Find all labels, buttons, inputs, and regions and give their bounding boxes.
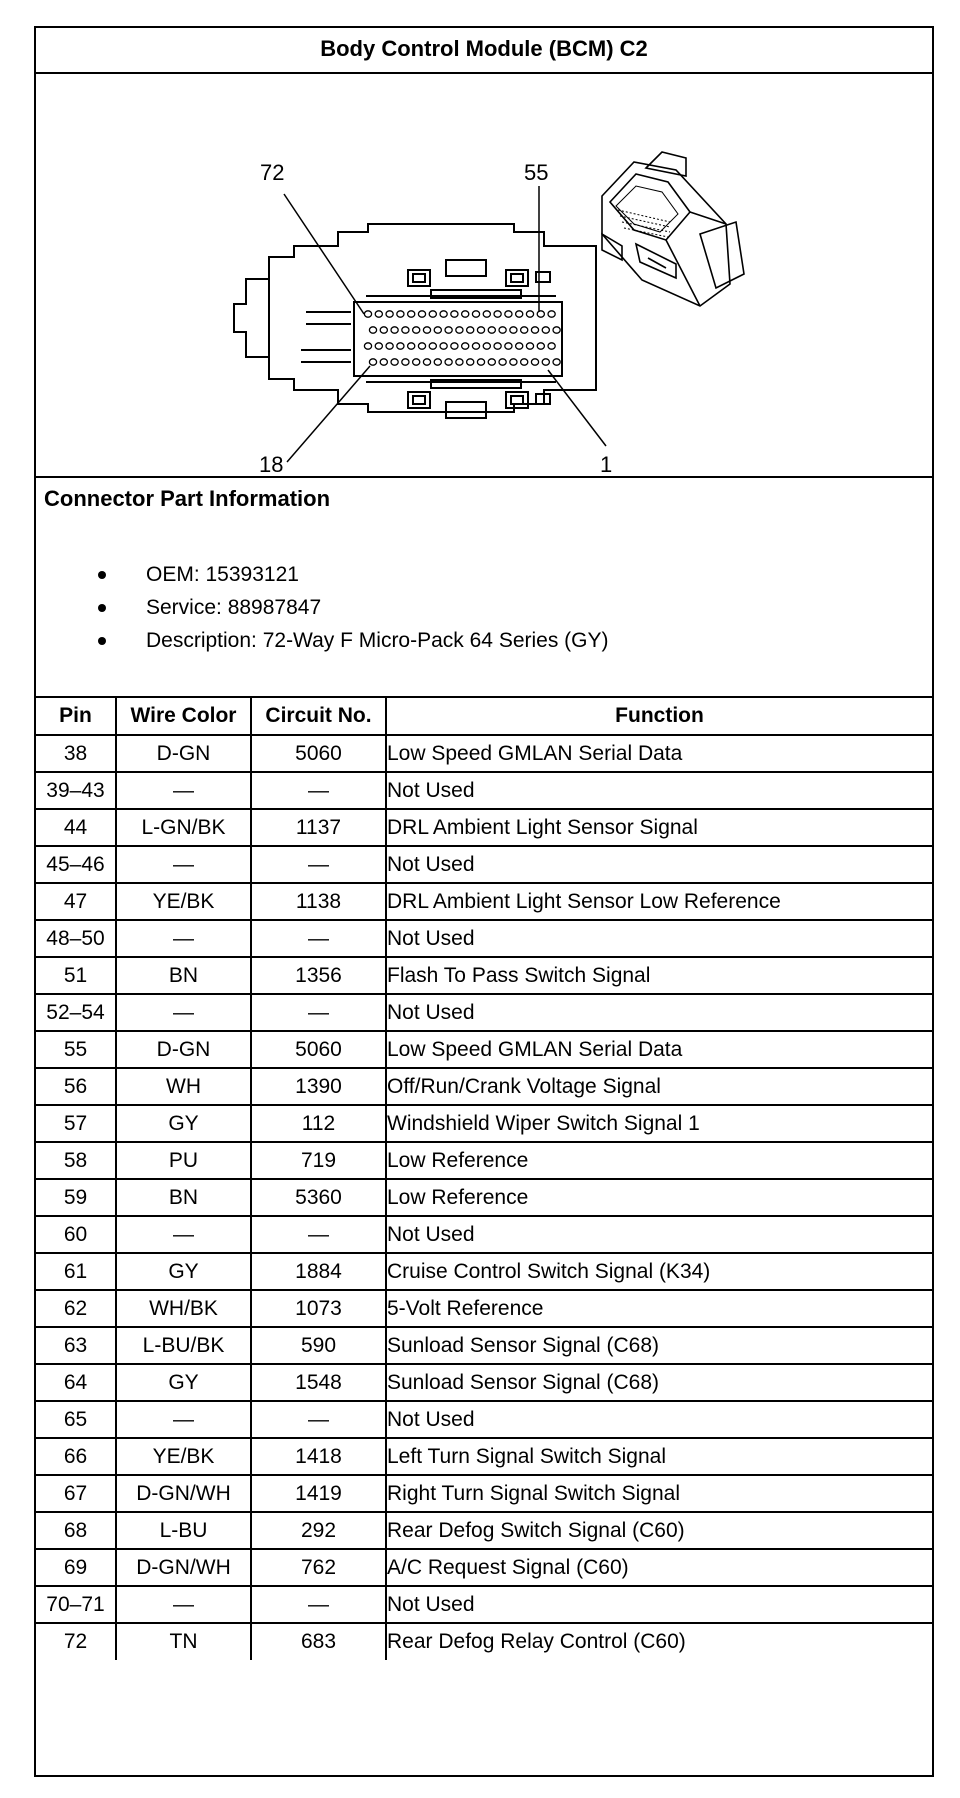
pin-hole — [467, 359, 474, 365]
pin-hole — [391, 327, 398, 333]
connector-3d-sketch — [602, 152, 744, 306]
info-service: Service: 88987847 — [96, 591, 609, 624]
pin-hole — [553, 359, 560, 365]
pin-hole — [408, 343, 415, 349]
pin-hole — [440, 343, 447, 349]
table-row — [36, 1253, 932, 1290]
wire-color-cell: — — [116, 994, 251, 1031]
pin-hole — [553, 327, 560, 333]
circuit-cell: 1884 — [251, 1253, 386, 1290]
table-row — [36, 1142, 932, 1179]
circuit-cell: 5060 — [251, 735, 386, 772]
header-circuit-no: Circuit No. — [251, 698, 386, 735]
pin-hole — [477, 327, 484, 333]
function-cell: Sunload Sensor Signal (C68) — [386, 1364, 932, 1401]
pin-cell: 59 — [36, 1179, 116, 1216]
circuit-cell: 5060 — [251, 1031, 386, 1068]
circuit-cell: 1137 — [251, 809, 386, 846]
pin-hole — [380, 327, 387, 333]
function-cell: Off/Run/Crank Voltage Signal — [386, 1068, 932, 1105]
pinout-table — [36, 698, 932, 1660]
function-cell: Not Used — [386, 1401, 932, 1438]
circuit-cell: — — [251, 1401, 386, 1438]
header-function: Function — [386, 698, 932, 735]
wire-color-cell: D-GN/WH — [116, 1549, 251, 1586]
wire-color-cell: — — [116, 1586, 251, 1623]
pin-hole — [451, 343, 458, 349]
wire-color-cell: BN — [116, 1179, 251, 1216]
pin-hole — [472, 311, 479, 317]
function-cell: Not Used — [386, 1586, 932, 1623]
table-row — [36, 1179, 932, 1216]
pin-hole — [537, 343, 544, 349]
function-cell: Not Used — [386, 772, 932, 809]
pin-hole — [440, 311, 447, 317]
function-cell: Low Speed GMLAN Serial Data — [386, 1031, 932, 1068]
wire-color-cell: BN — [116, 957, 251, 994]
pin-cell: 39–43 — [36, 772, 116, 809]
circuit-cell: — — [251, 920, 386, 957]
pin-hole — [369, 327, 376, 333]
pin-hole — [477, 359, 484, 365]
circuit-cell: 762 — [251, 1549, 386, 1586]
function-cell: Low Speed GMLAN Serial Data — [386, 735, 932, 772]
pin-hole — [548, 343, 555, 349]
pin-hole — [402, 327, 409, 333]
wire-color-cell: GY — [116, 1105, 251, 1142]
pin-label-18: 18 — [259, 452, 284, 476]
table-row — [36, 809, 932, 846]
wire-color-cell: PU — [116, 1142, 251, 1179]
table-row — [36, 1364, 932, 1401]
wire-color-cell: D-GN — [116, 1031, 251, 1068]
info-oem: OEM: 15393121 — [96, 558, 609, 591]
connector-drawing — [36, 74, 932, 476]
pin-hole — [548, 311, 555, 317]
table-row — [36, 1031, 932, 1068]
table-row — [36, 1401, 932, 1438]
pin-hole — [521, 359, 528, 365]
wire-color-cell: L-GN/BK — [116, 809, 251, 846]
pin-hole — [462, 343, 469, 349]
table-row — [36, 1586, 932, 1623]
connector-body — [269, 224, 596, 412]
function-cell: Right Turn Signal Switch Signal — [386, 1475, 932, 1512]
table-header-row — [36, 698, 932, 735]
connector-latch — [234, 279, 269, 357]
pin-hole — [456, 327, 463, 333]
circuit-cell: 1073 — [251, 1290, 386, 1327]
pin-label-72: 72 — [260, 160, 285, 185]
pin-cell: 66 — [36, 1438, 116, 1475]
table-row — [36, 1327, 932, 1364]
pin-cell: 58 — [36, 1142, 116, 1179]
function-cell: Cruise Control Switch Signal (K34) — [386, 1253, 932, 1290]
pin-hole — [521, 327, 528, 333]
table-row — [36, 883, 932, 920]
info-description: Description: 72-Way F Micro-Pack 64 Series (GY) — [96, 624, 609, 657]
function-cell: DRL Ambient Light Sensor Signal — [386, 809, 932, 846]
wire-color-cell: TN — [116, 1623, 251, 1660]
pin-hole — [386, 311, 393, 317]
pin-cell: 72 — [36, 1623, 116, 1660]
function-cell: Not Used — [386, 920, 932, 957]
function-cell: Rear Defog Relay Control (C60) — [386, 1623, 932, 1660]
pin-cell: 68 — [36, 1512, 116, 1549]
pin-cell: 45–46 — [36, 846, 116, 883]
pin-hole — [499, 327, 506, 333]
pin-hole — [413, 327, 420, 333]
wire-color-cell: — — [116, 1401, 251, 1438]
wire-color-cell: YE/BK — [116, 1438, 251, 1475]
pin-hole — [505, 343, 512, 349]
pin-hole — [418, 343, 425, 349]
pin-hole — [445, 359, 452, 365]
pin-cell: 60 — [36, 1216, 116, 1253]
pin-hole — [483, 311, 490, 317]
pin-hole — [402, 359, 409, 365]
pin-hole — [456, 359, 463, 365]
pin-hole — [445, 327, 452, 333]
pin-hole — [369, 359, 376, 365]
table-row — [36, 1216, 932, 1253]
wire-color-cell: D-GN — [116, 735, 251, 772]
table-row — [36, 957, 932, 994]
pin-hole — [434, 359, 441, 365]
pin-label-55: 55 — [524, 160, 549, 185]
wire-color-cell: — — [116, 920, 251, 957]
table-row — [36, 1623, 932, 1660]
pin-cell: 70–71 — [36, 1586, 116, 1623]
function-cell: 5-Volt Reference — [386, 1290, 932, 1327]
function-cell: Not Used — [386, 994, 932, 1031]
circuit-cell: 112 — [251, 1105, 386, 1142]
pin-hole — [516, 343, 523, 349]
pin-cell: 51 — [36, 957, 116, 994]
pin-hole — [408, 311, 415, 317]
circuit-cell: 1548 — [251, 1364, 386, 1401]
function-cell: Flash To Pass Switch Signal — [386, 957, 932, 994]
function-cell: Left Turn Signal Switch Signal — [386, 1438, 932, 1475]
connector-info-list — [96, 558, 609, 657]
circuit-cell: 590 — [251, 1327, 386, 1364]
function-cell: DRL Ambient Light Sensor Low Reference — [386, 883, 932, 920]
page-title: Body Control Module (BCM) C2 — [36, 28, 932, 74]
function-cell: Low Reference — [386, 1142, 932, 1179]
pin-hole — [483, 343, 490, 349]
pin-cell: 44 — [36, 809, 116, 846]
pin-hole — [397, 343, 404, 349]
connector-info-heading: Connector Part Information — [44, 486, 331, 511]
function-cell: Not Used — [386, 1216, 932, 1253]
circuit-cell: 1390 — [251, 1068, 386, 1105]
pin-hole — [391, 359, 398, 365]
pin-cell: 63 — [36, 1327, 116, 1364]
pin-hole — [505, 311, 512, 317]
pin-hole — [375, 343, 382, 349]
table-row — [36, 846, 932, 883]
circuit-cell: — — [251, 772, 386, 809]
table-row — [36, 1438, 932, 1475]
pin-hole — [451, 311, 458, 317]
pin-cell: 55 — [36, 1031, 116, 1068]
function-cell: Rear Defog Switch Signal (C60) — [386, 1512, 932, 1549]
table-row — [36, 920, 932, 957]
pin-hole — [510, 327, 517, 333]
circuit-cell: 1418 — [251, 1438, 386, 1475]
pin-cell: 38 — [36, 735, 116, 772]
pin-cell: 69 — [36, 1549, 116, 1586]
pin-hole — [375, 311, 382, 317]
pin-grid — [364, 311, 560, 365]
pin-hole — [418, 311, 425, 317]
circuit-cell: 683 — [251, 1623, 386, 1660]
pin-hole — [488, 327, 495, 333]
wire-color-cell: GY — [116, 1364, 251, 1401]
circuit-cell: 1138 — [251, 883, 386, 920]
circuit-cell: 1356 — [251, 957, 386, 994]
pin-hole — [472, 343, 479, 349]
pin-cell: 56 — [36, 1068, 116, 1105]
circuit-cell: 719 — [251, 1142, 386, 1179]
circuit-cell: — — [251, 846, 386, 883]
table-row — [36, 1290, 932, 1327]
wire-color-cell: WH/BK — [116, 1290, 251, 1327]
connector-part-info — [36, 478, 932, 698]
wire-color-cell: L-BU — [116, 1512, 251, 1549]
function-cell: Sunload Sensor Signal (C68) — [386, 1327, 932, 1364]
circuit-cell: — — [251, 994, 386, 1031]
pin-hole — [397, 311, 404, 317]
pin-hole — [386, 343, 393, 349]
pin-hole — [429, 343, 436, 349]
table-row — [36, 1475, 932, 1512]
header-pin: Pin — [36, 698, 116, 735]
connector-sheet — [34, 26, 934, 1777]
pin-hole — [423, 327, 430, 333]
circuit-cell: — — [251, 1586, 386, 1623]
table-row — [36, 1105, 932, 1142]
function-cell: Windshield Wiper Switch Signal 1 — [386, 1105, 932, 1142]
circuit-cell: 1419 — [251, 1475, 386, 1512]
pin-hole — [380, 359, 387, 365]
pin-cell: 48–50 — [36, 920, 116, 957]
function-cell: Not Used — [386, 846, 932, 883]
pin-hole — [413, 359, 420, 365]
wire-color-cell: — — [116, 846, 251, 883]
pin-cell: 47 — [36, 883, 116, 920]
pin-cell: 64 — [36, 1364, 116, 1401]
table-row — [36, 735, 932, 772]
pin-cell: 62 — [36, 1290, 116, 1327]
pin-hole — [531, 359, 538, 365]
wire-color-cell: YE/BK — [116, 883, 251, 920]
connector-diagram — [36, 74, 932, 478]
pin-hole — [429, 311, 436, 317]
function-cell: Low Reference — [386, 1179, 932, 1216]
wire-color-cell: L-BU/BK — [116, 1327, 251, 1364]
pin-hole — [526, 343, 533, 349]
wire-color-cell: — — [116, 772, 251, 809]
circuit-cell: — — [251, 1216, 386, 1253]
circuit-cell: 292 — [251, 1512, 386, 1549]
wire-color-cell: GY — [116, 1253, 251, 1290]
table-row — [36, 1068, 932, 1105]
pin-hole — [467, 327, 474, 333]
pin-hole — [462, 311, 469, 317]
function-cell: A/C Request Signal (C60) — [386, 1549, 932, 1586]
pin-hole — [542, 359, 549, 365]
pin-hole — [526, 311, 533, 317]
pin-hole — [510, 359, 517, 365]
wire-color-cell: WH — [116, 1068, 251, 1105]
table-row — [36, 994, 932, 1031]
wire-color-cell: — — [116, 1216, 251, 1253]
pin-hole — [499, 359, 506, 365]
pin-cell: 57 — [36, 1105, 116, 1142]
pin-label-1: 1 — [600, 452, 613, 476]
table-row — [36, 772, 932, 809]
pin-cell: 67 — [36, 1475, 116, 1512]
circuit-cell: 5360 — [251, 1179, 386, 1216]
pin-hole — [494, 343, 501, 349]
pin-hole — [364, 311, 371, 317]
pin-hole — [516, 311, 523, 317]
pin-hole — [542, 327, 549, 333]
pin-hole — [423, 359, 430, 365]
pin-cell: 65 — [36, 1401, 116, 1438]
wire-color-cell: D-GN/WH — [116, 1475, 251, 1512]
pin-hole — [494, 311, 501, 317]
table-row — [36, 1512, 932, 1549]
header-wire-color: Wire Color — [116, 698, 251, 735]
pin-cell: 52–54 — [36, 994, 116, 1031]
pin-hole — [434, 327, 441, 333]
pin-cell: 61 — [36, 1253, 116, 1290]
pin-hole — [364, 343, 371, 349]
table-row — [36, 1549, 932, 1586]
pin-hole — [531, 327, 538, 333]
pin-hole — [488, 359, 495, 365]
